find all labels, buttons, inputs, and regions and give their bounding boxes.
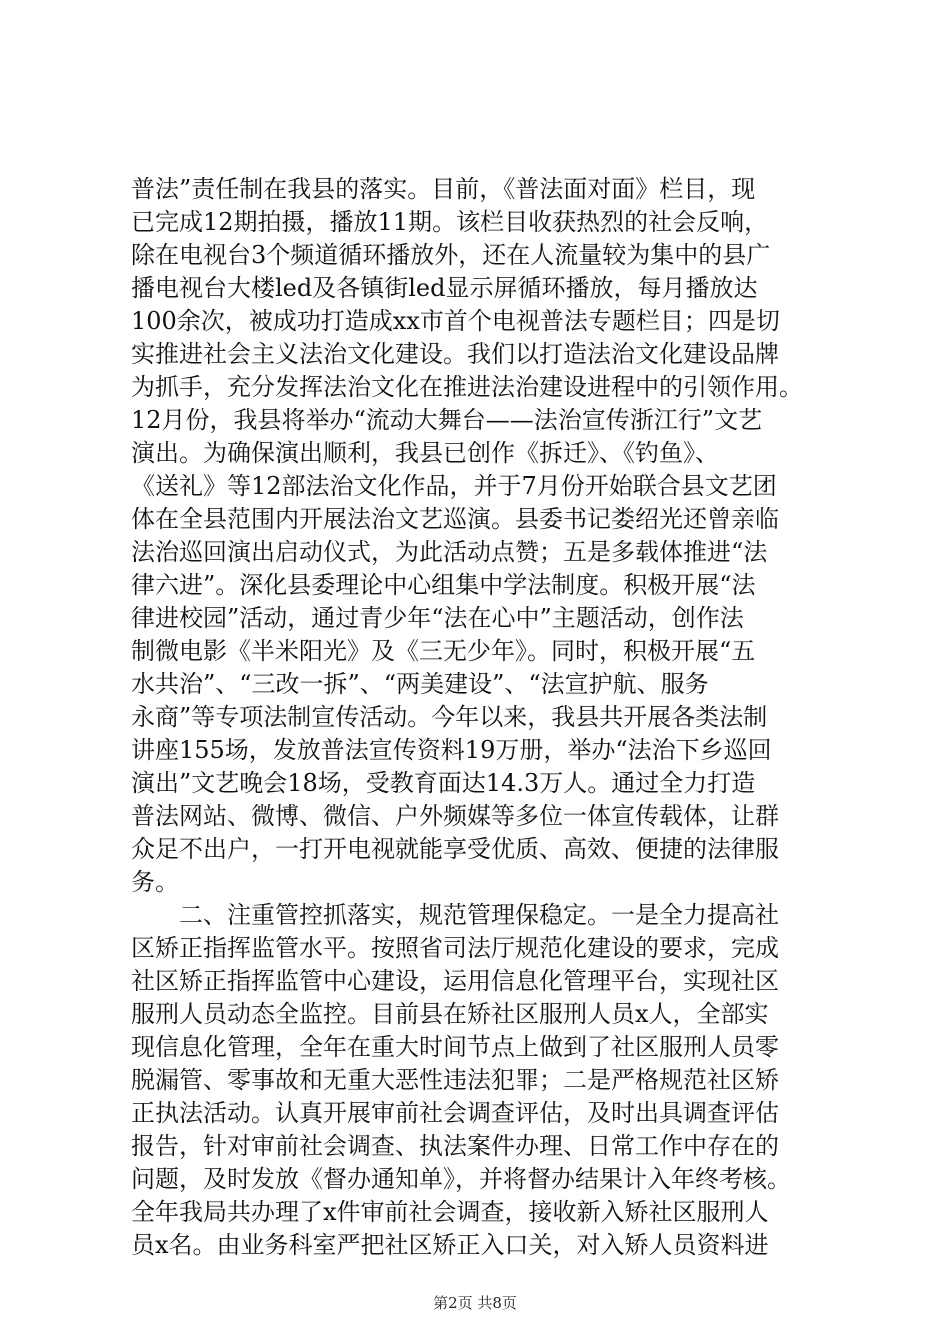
text-line: 报告，针对审前社会调查、执法案件办理、日常工作中存在的	[131, 1132, 779, 1160]
text-line: 务。	[131, 868, 179, 896]
text-line: 已完成12期拍摄，播放11期。该栏目收获热烈的社会反响，	[131, 208, 769, 236]
text-line: 法治巡回演出启动仪式，为此活动点赞；五是多载体推进“法	[131, 538, 768, 566]
text-line: 演出”文艺晚会18场，受教育面达14.3万人。通过全力打造	[131, 769, 756, 797]
text-line: 为抓手，充分发挥法治文化在推进法治建设进程中的引领作用。	[131, 373, 803, 401]
text-line: 播电视台大楼led及各镇街led显示屏循环播放，每月播放达	[131, 274, 758, 302]
text-line: 制微电影《半米阳光》及《三无少年》。同时，积极开展“五	[131, 637, 756, 665]
text-line: 社区矫正指挥监管中心建设，运用信息化管理平台，实现社区	[131, 967, 779, 995]
text-line: 员x名。由业务科室严把社区矫正入口关，对入矫人员资料进	[131, 1231, 769, 1259]
text-line: 普法网站、微博、微信、户外频媒等多位一体宣传载体，让群	[131, 802, 779, 830]
text-line: 全年我局共办理了x件审前社会调查，接收新入矫社区服刑人	[131, 1198, 769, 1226]
text-line: 水共治”、“三改一拆”、“两美建设”、“法宣护航、服务	[131, 670, 709, 698]
text-line: 普法”责任制在我县的落实。目前，《普法面对面》栏目，现	[131, 175, 756, 203]
text-line: 服刑人员动态全监控。目前县在矫社区服刑人员x人，全部实	[131, 1000, 769, 1028]
text-line: 现信息化管理，全年在重大时间节点上做到了社区服刑人员零	[131, 1033, 779, 1061]
body-text	[131, 173, 831, 1262]
text-line: 脱漏管、零事故和无重大恶性违法犯罪；二是严格规范社区矫	[131, 1066, 779, 1094]
page-number-footer: 第2页 共8页	[433, 1294, 517, 1312]
text-line: 律进校园”活动，通过青少年“法在心中”主题活动，创作法	[131, 604, 744, 632]
text-line: 二、注重管控抓落实，规范管理保稳定。一是全力提高社	[131, 901, 779, 929]
text-line: 《送礼》等12部法治文化作品，并于7月份开始联合县文艺团	[131, 472, 777, 500]
text-line: 问题，及时发放《督办通知单》，并将督办结果计入年终考核。	[131, 1165, 791, 1193]
text-line: 永商”等专项法制宣传活动。今年以来，我县共开展各类法制	[131, 703, 768, 731]
text-line: 正执法活动。认真开展审前社会调查评估，及时出具调查评估	[131, 1099, 779, 1127]
text-line: 区矫正指挥监管水平。按照省司法厅规范化建设的要求，完成	[131, 934, 779, 962]
text-line: 讲座155场，发放普法宣传资料19万册，举办“法治下乡巡回	[131, 736, 772, 764]
text-line: 除在电视台3个频道循环播放外，还在人流量较为集中的县广	[131, 241, 771, 269]
text-line: 律六进”。深化县委理论中心组集中学法制度。积极开展“法	[131, 571, 756, 599]
text-line: 众足不出户，一打开电视就能享受优质、高效、便捷的法律服	[131, 835, 779, 863]
text-line: 实推进社会主义法治文化建设。我们以打造法治文化建设品牌	[131, 340, 779, 368]
text-line: 100余次，被成功打造成xx市首个电视普法专题栏目；四是切	[131, 307, 780, 335]
text-line: 12月份，我县将举办“流动大舞台——法治宣传浙江行”文艺	[131, 406, 763, 434]
text-line: 演出。为确保演出顺利，我县已创作《拆迁》、《钓鱼》、	[131, 439, 719, 467]
text-line: 体在全县范围内开展法治文艺巡演。县委书记娄绍光还曾亲临	[131, 505, 779, 533]
